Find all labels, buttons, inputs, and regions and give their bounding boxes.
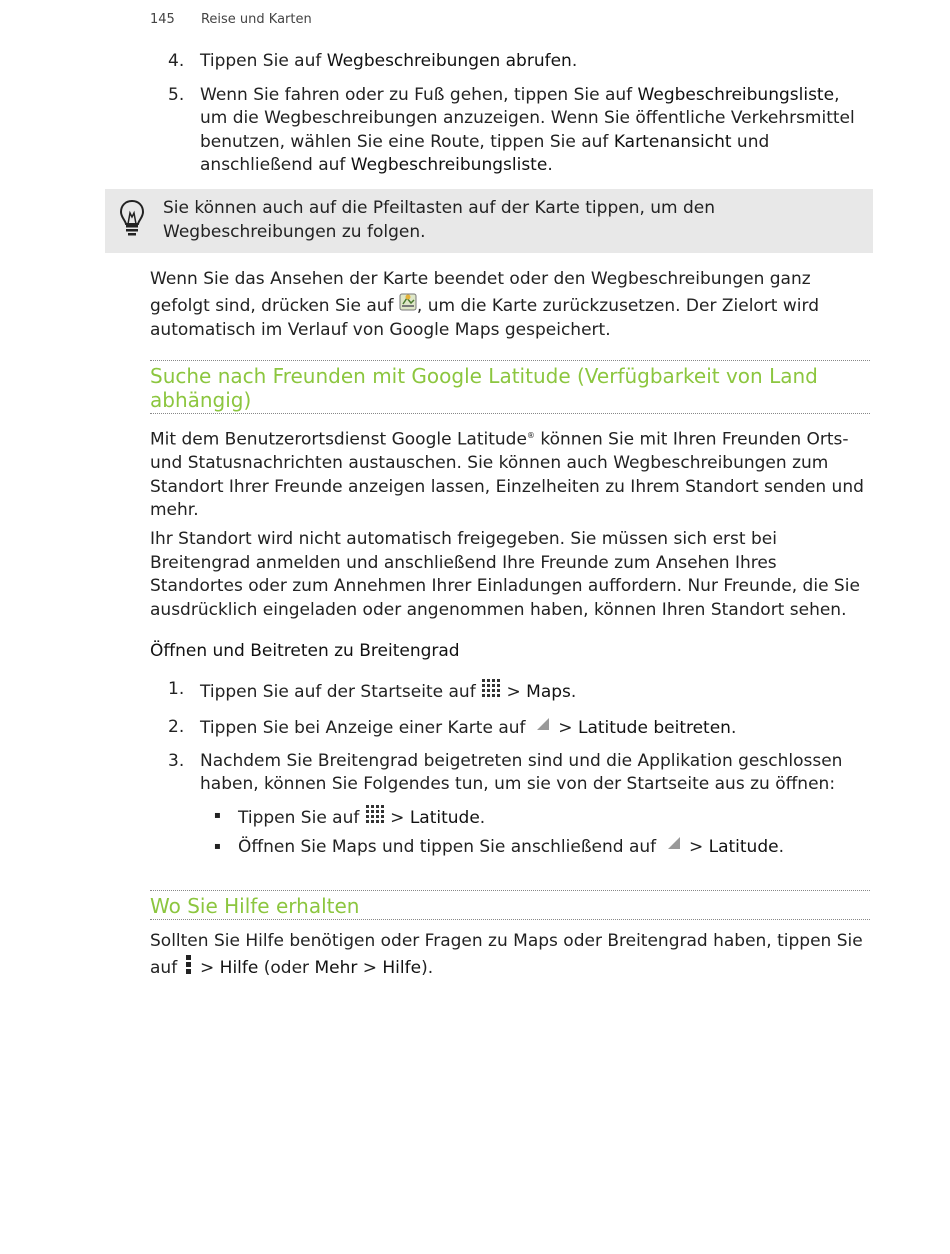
text: Sollten Sie Hilfe benötigen oder Fragen zu Maps oder Breitengrad haben, tippen Sie auf: [150, 931, 863, 978]
ui-term: Wegbeschreibungsliste: [350, 155, 548, 175]
overflow-menu-icon: [183, 954, 195, 982]
ui-term: Latitude beitreten: [577, 717, 731, 738]
section-heading-latitude: Suche nach Freunden mit Google Latitude (Verfügbarkeit von Land abhängig): [150, 364, 818, 412]
page-number: 145: [150, 12, 175, 27]
bullet-item: [214, 804, 864, 832]
text: Mit dem Benutzerortsdienst Google Latitude: [150, 429, 527, 450]
step-number: 3.: [168, 750, 185, 771]
ui-term: Latitude: [708, 836, 779, 857]
text: können Sie mit Ihren Freunden Orts- und Statusnachrichten austauschen. Sie können auch Wegbeschreibungen zum Standort Ihrer Freunde anzeigen lassen, Einzelheiten zu Ihrem Standort senden und mehr.: [150, 429, 864, 521]
bullet-list: [214, 804, 864, 862]
step-text: [200, 678, 868, 706]
menu-corner-icon: [531, 716, 553, 740]
step-4: [168, 50, 868, 74]
tip-box: [105, 189, 873, 253]
page-header: [150, 8, 334, 32]
step-number: 2.: [168, 716, 185, 737]
text: .: [479, 807, 486, 828]
ui-term: Kartenansicht: [613, 131, 732, 152]
text: .: [571, 51, 578, 71]
step-number: 5.: [168, 84, 185, 105]
text: .: [730, 717, 737, 738]
divider: [150, 360, 870, 361]
text: (oder: [258, 957, 315, 978]
step-number: 1.: [168, 679, 185, 699]
step-text: [200, 50, 868, 74]
reset-paragraph: [150, 268, 872, 343]
step-text: Nachdem Sie Breitengrad beigetreten sind und die Applikation geschlossen haben, können Sie Folgendes tun, um sie von der Startseite aus zu öffnen:: [200, 750, 843, 795]
text: >: [384, 807, 410, 828]
bullet-icon: ▪: [214, 810, 221, 821]
text: Tippen Sie auf: [200, 51, 327, 71]
text: .: [778, 836, 784, 857]
text: >: [683, 836, 709, 857]
step-5: [168, 84, 868, 178]
latitude-intro: [150, 424, 872, 523]
text: ).: [421, 957, 434, 978]
steps-top: [168, 50, 868, 188]
step-text: [200, 716, 868, 740]
text: .: [570, 681, 577, 702]
ui-term: Mehr: [314, 957, 358, 978]
bullet-item: [214, 835, 864, 859]
divider: [150, 413, 870, 414]
tip-text: Sie können auch auf die Pfeiltasten auf der Karte tippen, um den Wegbeschreibungen zu folgen.: [163, 198, 716, 242]
subheading-open-join: Öffnen und Beitreten zu Breitengrad: [150, 641, 460, 661]
text: , um die Wegbeschreibungen anzuzeigen. Wenn Sie öffentliche Verkehrsmittel benutzen, wählen Sie eine Route, tippen Sie auf: [200, 84, 855, 152]
text: Wenn Sie das Ansehen der Karte beendet oder den Wegbeschreibungen ganz gefolgt sind, drücken Sie auf: [150, 269, 811, 316]
divider: [150, 919, 870, 920]
text: Tippen Sie auf: [238, 807, 365, 828]
ui-term: Hilfe: [219, 957, 259, 978]
step-2: [168, 716, 868, 740]
text: >: [501, 681, 527, 702]
text: Tippen Sie auf der Startseite auf: [200, 681, 482, 702]
section-heading-help: Wo Sie Hilfe erhalten: [150, 894, 360, 918]
step-3: [168, 750, 868, 797]
bullet-icon: ▪: [214, 840, 221, 852]
text: >: [357, 957, 383, 978]
ui-term: Hilfe: [382, 957, 422, 978]
text: >: [194, 957, 220, 978]
ui-term: Wegbeschreibungsliste: [637, 84, 835, 105]
step-text: [200, 84, 868, 178]
map-reset-icon: [399, 292, 417, 320]
step-1: [168, 678, 868, 706]
steps-latitude: [168, 678, 868, 807]
text: , um die Karte zurückzusetzen. Der Zielort wird automatisch im Verlauf von Google Maps gespeichert.: [150, 295, 819, 340]
step-number: 4.: [168, 51, 185, 71]
text: Öffnen Sie Maps und tippen Sie anschließend auf: [238, 836, 662, 857]
text: Wenn Sie fahren oder zu Fuß gehen, tippen Sie auf: [200, 84, 638, 105]
text: und anschließend auf: [200, 131, 770, 175]
ui-term: Wegbeschreibungen abrufen: [326, 51, 572, 71]
text: .: [547, 155, 553, 175]
menu-corner-icon: [662, 835, 684, 859]
all-apps-grid-icon: [481, 678, 501, 706]
all-apps-grid-icon: [365, 804, 385, 832]
divider: [150, 890, 870, 891]
text: Tippen Sie bei Anzeige einer Karte auf: [200, 717, 531, 738]
section-title: Reise und Karten: [200, 12, 312, 27]
ui-term: Latitude: [409, 807, 480, 828]
help-paragraph: [150, 930, 872, 981]
latitude-privacy: Ihr Standort wird nicht automatisch freigegeben. Sie müssen sich erst bei Breitengrad anmelden und anschließend Ihre Freunde zum Ansehen Ihres Standortes oder zum Annehmen Ihrer Einladungen auffordern. Nur Freunde, die Sie ausdrücklich eingeladen oder angenommen haben, können Ihren Standort sehen.: [150, 529, 860, 620]
bullet-text: [238, 804, 485, 832]
bullet-text: [238, 835, 784, 859]
lightbulb-icon: [119, 199, 145, 245]
text: >: [552, 717, 578, 738]
ui-term: Maps: [526, 681, 571, 702]
registered-mark: ®: [526, 431, 535, 440]
